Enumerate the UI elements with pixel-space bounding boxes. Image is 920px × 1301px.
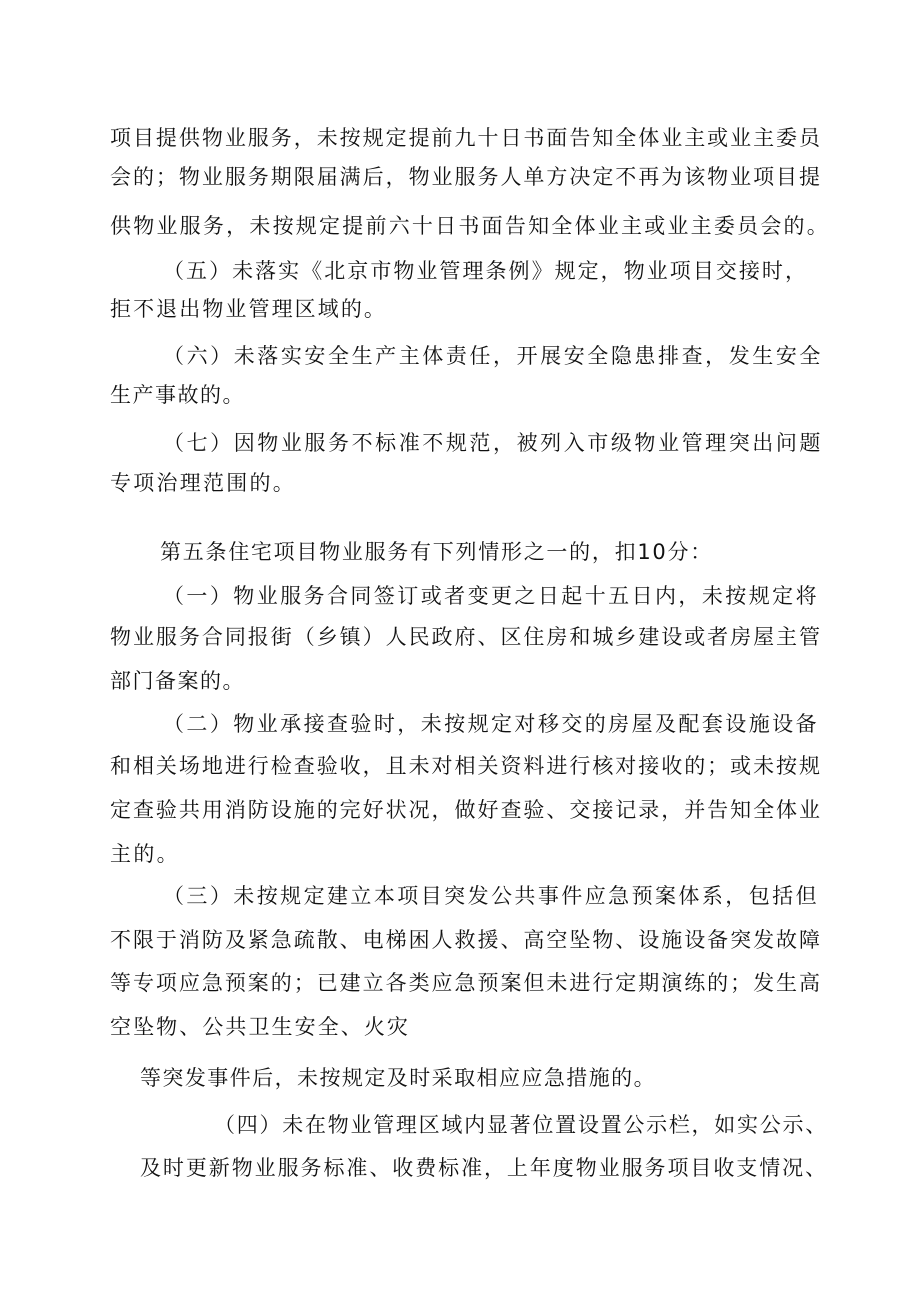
text-line: 等专项应急预案的；已建立各类应急预案但未进行定期演练的；发生高	[110, 971, 822, 995]
text-line: （三）未按规定建立本项目突发公共事件应急预案体系，包括但	[163, 884, 819, 908]
text-line: （六）未落实安全生产主体责任，开展安全隐患排查，发生安全	[163, 344, 823, 368]
text-line: 定查验共用消防设施的完好状况，做好查验、交接记录，并告知全体业	[110, 798, 822, 822]
text-line: 等突发事件后，未按规定及时采取相应应急措施的。	[140, 1066, 656, 1090]
text-line: 生产事故的。	[110, 383, 245, 407]
text-line: 主的。	[110, 842, 180, 866]
text-line: 和相关场地进行检查验收，且未对相关资料进行核对接收的；或未按规	[110, 754, 822, 778]
text-line: （一）物业服务合同签订或者变更之日起十五日内，未按规定将	[163, 584, 819, 608]
text-line: 拒不退出物业管理区域的。	[110, 297, 387, 321]
text-line: 专项治理范围的。	[110, 471, 296, 495]
text-line: 物业服务合同报街（乡镇）人民政府、区住房和城乡建设或者房屋主管	[110, 625, 822, 649]
section-heading: 第五条住宅项目物业服务有下列情形之一的，扣10分：	[160, 540, 713, 564]
text-line: 项目提供物业服务，未按规定提前九十日书面告知全体业主或业主委员	[110, 126, 822, 150]
text-line: 空坠物、公共卫生安全、火灾	[110, 1015, 410, 1039]
text-line: 供物业服务，未按规定提前六十日书面告知全体业主或业主委员会的。	[110, 214, 830, 238]
text-line: 不限于消防及紧急疏散、电梯困人救援、高空坠物、设施设备突发故障	[110, 928, 822, 952]
text-line: 会的；物业服务期限届满后，物业服务人单方决定不再为该物业项目提	[110, 165, 822, 189]
text-line: 部门备案的。	[110, 669, 245, 693]
text-line: 及时更新物业服务标准、收费标准，上年度物业服务项目收支情况、	[140, 1156, 828, 1180]
text-line: （五）未落实《北京市物业管理条例》规定，物业项目交接时，	[163, 259, 808, 283]
text-line: （七）因物业服务不标准不规范，被列入市级物业管理突出问题	[163, 431, 823, 455]
text-line: （四）未在物业管理区域内显著位置设置公示栏，如实公示、	[214, 1113, 828, 1137]
text-line: （二）物业承接查验时，未按规定对移交的房屋及配套设施设备	[163, 712, 819, 736]
